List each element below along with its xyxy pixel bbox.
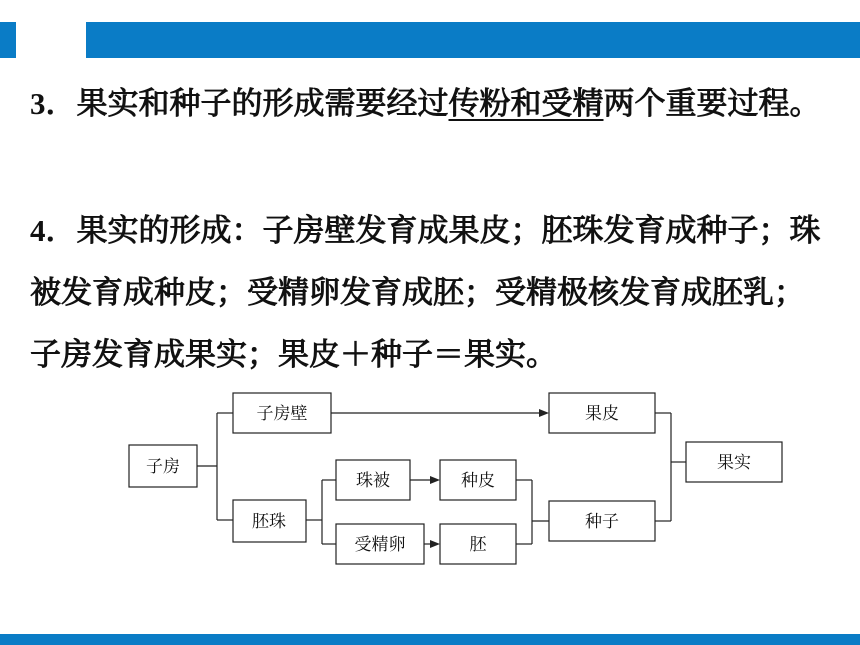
paragraph-4-number: 4 (30, 213, 46, 248)
term-connector: 和 (510, 86, 542, 122)
arrowhead-pericarp (539, 409, 549, 417)
footer-bar (0, 634, 860, 645)
term-fertilization: 受精 (541, 86, 604, 122)
term-pollination: 传粉 (448, 86, 511, 122)
node-embryo-label: 胚 (469, 535, 487, 555)
paragraph-3-text-after: 两个重要过程。 (603, 86, 821, 122)
node-fruit-label: 果实 (717, 453, 751, 473)
node-seed-label: 种子 (585, 512, 619, 532)
node-integument-label: 珠被 (356, 471, 390, 491)
arrowhead-embryo (430, 540, 440, 548)
node-ovule-label: 胚珠 (252, 512, 286, 532)
node-seed-coat-label: 种皮 (461, 471, 495, 491)
node-zygote-label: 受精卵 (354, 535, 406, 555)
node-ovary-wall-label: 子房壁 (256, 404, 308, 424)
paragraph-3-text-before: ．果实和种子的形成需要经过 (45, 86, 449, 122)
node-pericarp-label: 果皮 (585, 404, 619, 424)
node-ovary-label: 子房 (146, 457, 180, 477)
paragraph-3-number: 3 (30, 86, 46, 121)
arrowhead-seed-coat (430, 476, 440, 484)
paragraph-4-text: ．果实的形成：子房壁发育成果皮；胚珠发育成种子；珠被发育成种皮；受精卵发育成胚；受精极核发育成胚乳；子房发育成果实；果皮＋种子＝果实。 (30, 213, 821, 373)
